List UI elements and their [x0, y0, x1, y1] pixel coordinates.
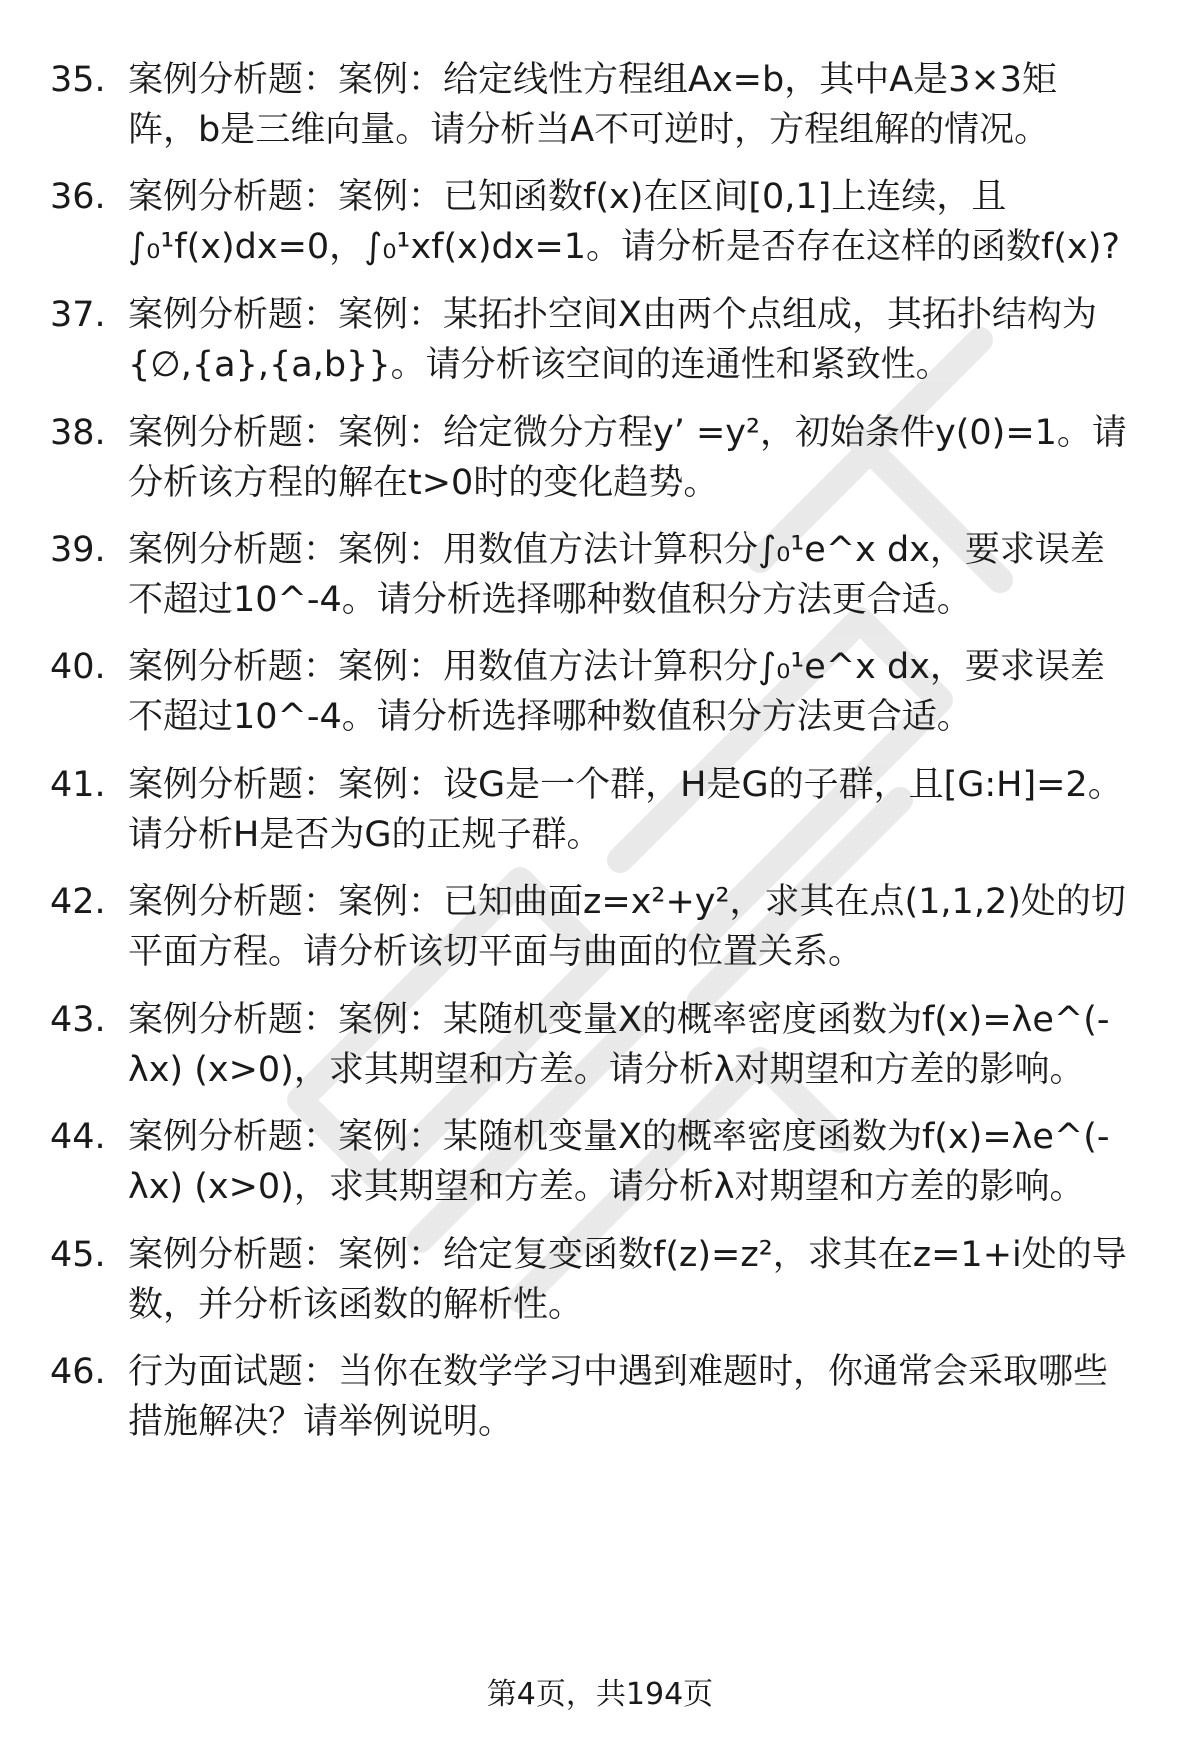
question-line: 案例分析题：案例：给定线性方程组Ax=b，其中A是3×3矩: [128, 60, 1058, 100]
page-indicator: 第4页，共194页: [486, 1677, 714, 1712]
question-number: 40.: [50, 647, 106, 687]
question-line: λx) (x>0)，求其期望和方差。请分析λ对期望和方差的影响。: [128, 1050, 1085, 1090]
question-number: 39.: [50, 530, 106, 570]
question-line: 案例分析题：案例：某随机变量X的概率密度函数为f(x)=λe^(-: [128, 1000, 1110, 1040]
question-text: [128, 1347, 1160, 1447]
question-line: λx) (x>0)，求其期望和方差。请分析λ对期望和方差的影响。: [128, 1167, 1085, 1207]
question-line: 案例分析题：案例：已知曲面z=x²+y²，求其在点(1,1,2)处的切: [128, 882, 1126, 922]
question-text: [128, 55, 1160, 155]
question-line: 平面方程。请分析该切平面与曲面的位置关系。: [128, 932, 864, 972]
question-number: 41.: [50, 765, 106, 805]
question-line: 案例分析题：案例：已知函数f(x)在区间[0,1]上连续，且: [128, 177, 1007, 217]
question-line: 案例分析题：案例：用数值方法计算积分∫₀¹e^x dx，要求误差: [128, 530, 1105, 570]
question-line: 阵，b是三维向量。请分析当A不可逆时，方程组解的情况。: [128, 110, 1050, 150]
question-text: [128, 1112, 1160, 1212]
question-line: 案例分析题：案例：给定微分方程y’ =y²，初始条件y(0)=1。请: [128, 413, 1127, 453]
question-number: 42.: [50, 882, 106, 922]
question-text: [128, 642, 1160, 742]
question-line: 不超过10^-4。请分析选择哪种数值积分方法更合适。: [128, 697, 972, 737]
question-number: 37.: [50, 295, 106, 335]
question-text: [128, 995, 1160, 1095]
question-number: 38.: [50, 413, 106, 453]
question-text: [128, 877, 1160, 977]
question-text: [128, 1230, 1160, 1330]
question-line: 不超过10^-4。请分析选择哪种数值积分方法更合适。: [128, 580, 972, 620]
question-line: 行为面试题：当你在数学学习中遇到难题时，你通常会采取哪些: [128, 1352, 1109, 1392]
question-line: 请分析H是否为G的正规子群。: [128, 815, 602, 855]
question-number: 43.: [50, 1000, 106, 1040]
question-line: ∫₀¹f(x)dx=0，∫₀¹xf(x)dx=1。请分析是否存在这样的函数f(x)?: [128, 227, 1120, 267]
question-text: [128, 525, 1160, 625]
question-text: [128, 760, 1160, 860]
question-line: 案例分析题：案例：用数值方法计算积分∫₀¹e^x dx，要求误差: [128, 647, 1105, 687]
question-text: [128, 408, 1160, 508]
question-line: 分析该方程的解在t>0时的变化趋势。: [128, 463, 719, 503]
question-number: 45.: [50, 1235, 106, 1275]
question-text: [128, 290, 1160, 390]
question-number: 46.: [50, 1352, 106, 1392]
question-number: 36.: [50, 177, 106, 217]
question-text: [128, 172, 1160, 272]
question-line: 案例分析题：案例：给定复变函数f(z)=z²，求其在z=1+i处的导: [128, 1235, 1127, 1275]
question-line: 数，并分析该函数的解析性。: [128, 1285, 584, 1325]
question-line: 案例分析题：案例：设G是一个群，H是G的子群，且[G:H]=2。: [128, 765, 1123, 805]
question-line: 措施解决？请举例说明。: [128, 1402, 514, 1442]
question-line: {∅,{a},{a,b}}。请分析该空间的连通性和紧致性。: [128, 345, 951, 385]
question-line: 案例分析题：案例：某拓扑空间X由两个点组成，其拓扑结构为: [128, 295, 1097, 335]
question-line: 案例分析题：案例：某随机变量X的概率密度函数为f(x)=λe^(-: [128, 1117, 1110, 1157]
question-number: 44.: [50, 1117, 106, 1157]
question-number: 35.: [50, 60, 106, 100]
